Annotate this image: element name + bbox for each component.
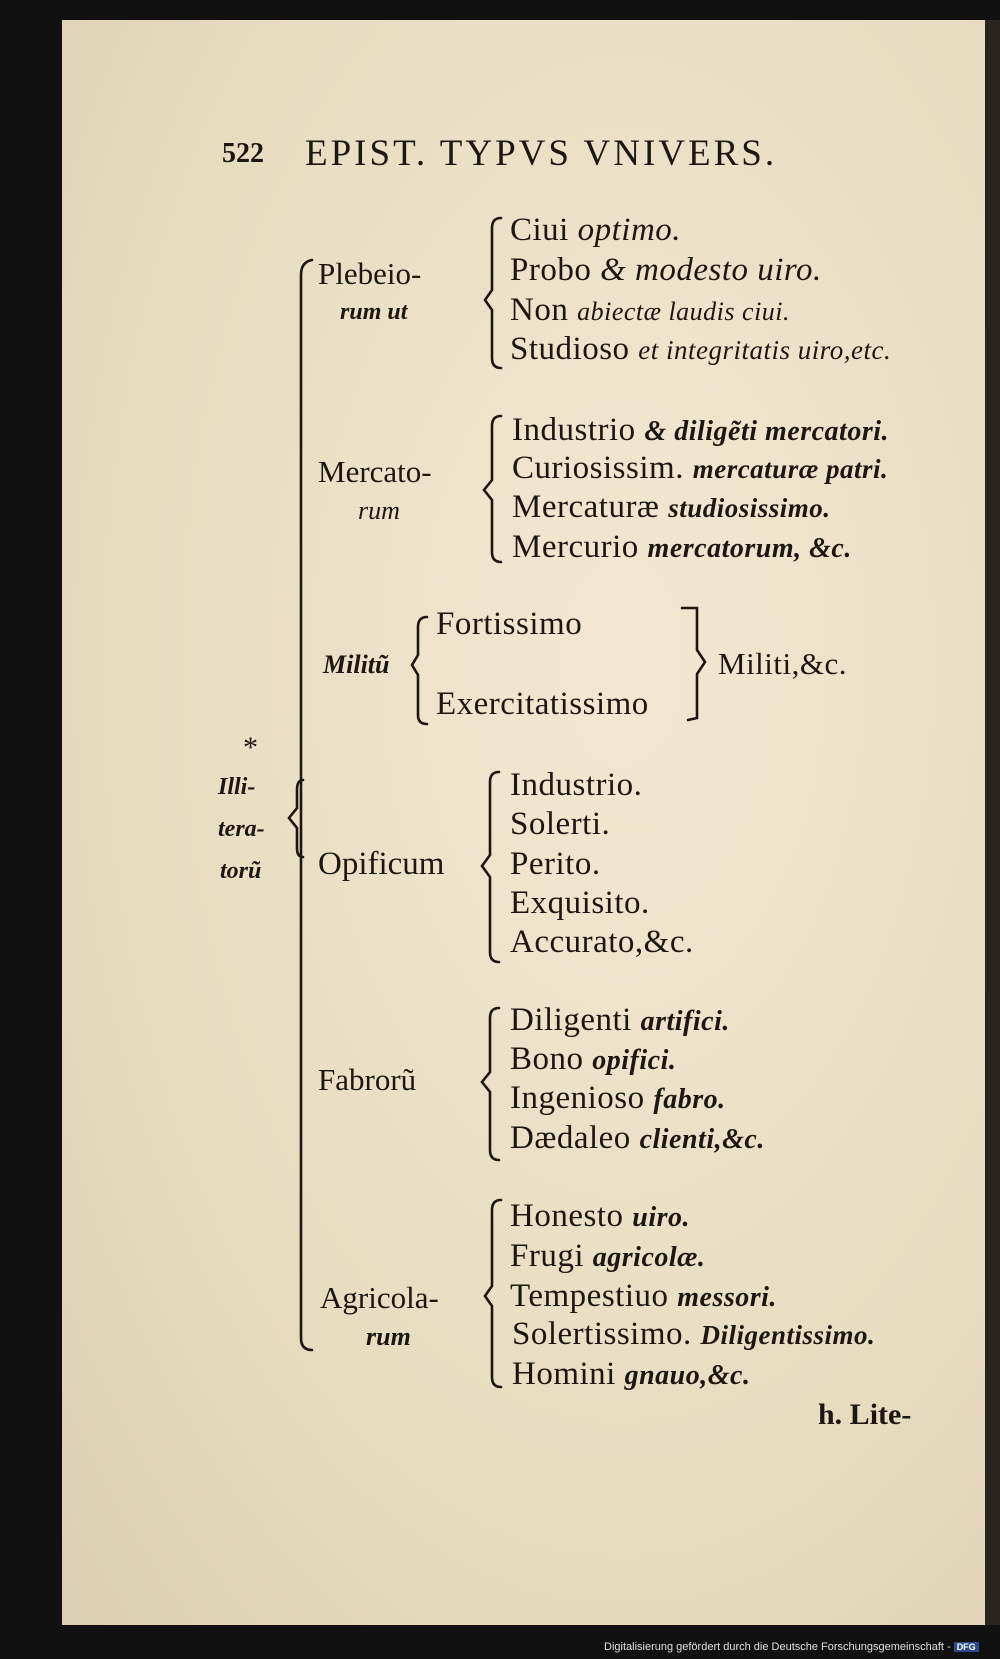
list-item xyxy=(510,333,891,366)
page-edge xyxy=(985,20,1000,1625)
list-item-text: Bono xyxy=(510,1041,593,1077)
list-item xyxy=(512,414,889,447)
list-item xyxy=(510,1043,676,1076)
list-item-text: Ciui xyxy=(510,212,578,248)
list-item: Industrio. xyxy=(510,767,643,803)
list-item-text: & diligẽti mercatori. xyxy=(644,416,890,447)
list-item-text: Studioso xyxy=(510,331,639,367)
category-mercatorum: Mercato- xyxy=(318,454,432,489)
list-item-text: Probo xyxy=(510,252,601,288)
militum-result: Militi,&c. xyxy=(718,646,847,681)
list-item-text: Mercaturæ xyxy=(512,489,669,525)
list-item-text: Dædaleo xyxy=(510,1120,640,1156)
list-item-text: Solertissimo. xyxy=(512,1316,701,1352)
digitization-footer xyxy=(604,1641,979,1653)
list-item-text: Tempestiuo xyxy=(510,1278,678,1314)
list-item-text: Diligentissimo. xyxy=(700,1320,876,1350)
list-item xyxy=(510,1122,765,1155)
list-item-text: abiectæ laudis ciui. xyxy=(577,297,791,326)
list-item-text: opifici. xyxy=(592,1045,677,1076)
category-opificum: Opificum xyxy=(318,846,445,882)
list-item-text: Mercurio xyxy=(512,529,648,565)
list-item-text: Homini xyxy=(512,1356,625,1392)
running-title: EPIST. TYPVS VNIVERS. xyxy=(305,133,778,174)
catchword: h. Lite- xyxy=(818,1398,912,1431)
list-item xyxy=(510,1004,730,1037)
category-mercatorum-line2: rum xyxy=(358,496,400,525)
footer-text: Digitalisierung gefördert durch die Deutsche Forschungsgemeinschaft - xyxy=(604,1641,951,1653)
list-item: Exercitatissimo xyxy=(436,686,649,722)
list-item-text: & modesto uiro. xyxy=(600,252,822,288)
dfg-logo: DFG xyxy=(954,1642,979,1652)
list-item: Fortissimo xyxy=(436,606,583,642)
list-item-text: et integritatis uiro,etc. xyxy=(638,335,892,365)
list-item: Exquisito. xyxy=(510,885,650,921)
side-label-line1: Illi- xyxy=(218,774,256,800)
list-item-text: studiosissimo. xyxy=(668,493,831,523)
list-item xyxy=(512,452,888,485)
list-item xyxy=(510,1240,705,1273)
list-item-text: optimo. xyxy=(577,212,682,248)
list-item: Solerti. xyxy=(510,806,611,842)
asterisk: * xyxy=(243,731,258,764)
category-militum: Militũ xyxy=(323,650,390,679)
list-item-text: mercaturæ patri. xyxy=(692,454,889,484)
list-item-text: Industrio xyxy=(512,412,645,448)
category-agricolarum-line2: rum xyxy=(366,1322,411,1351)
list-item-text: messori. xyxy=(677,1282,777,1313)
list-item xyxy=(510,1082,726,1115)
list-item xyxy=(510,214,681,247)
category-plebeiorum-line2: rum ut xyxy=(340,299,408,325)
list-item xyxy=(512,491,831,524)
list-item-text: Ingenioso xyxy=(510,1080,654,1116)
list-item xyxy=(510,254,822,287)
category-agricolarum: Agricola- xyxy=(320,1280,439,1315)
side-label-line3: torũ xyxy=(220,858,262,884)
category-fabrorum: Fabrorũ xyxy=(318,1062,417,1097)
list-item-text: Diligenti xyxy=(510,1002,641,1038)
list-item xyxy=(510,294,790,327)
list-item-text: Honesto xyxy=(510,1198,633,1234)
list-item xyxy=(512,531,852,564)
list-item xyxy=(510,1200,690,1233)
list-item-text: uiro. xyxy=(632,1202,690,1233)
list-item-text: clienti,&c. xyxy=(639,1124,765,1155)
side-label-line2: tera- xyxy=(218,816,265,842)
list-item: Perito. xyxy=(510,846,601,882)
list-item-text: agricolæ. xyxy=(592,1242,706,1273)
page-number: 522 xyxy=(222,138,264,169)
list-item xyxy=(512,1358,750,1391)
list-item-text: gnauo,&c. xyxy=(624,1360,751,1391)
list-item-text: Frugi xyxy=(510,1238,593,1274)
list-item-text: Non xyxy=(510,292,578,328)
list-item-text: fabro. xyxy=(653,1084,726,1115)
category-plebeiorum: Plebeio- xyxy=(318,256,422,291)
list-item xyxy=(510,1280,777,1313)
list-item xyxy=(512,1318,875,1351)
list-item: Accurato,&c. xyxy=(510,924,694,960)
list-item-text: Curiosissim. xyxy=(512,450,693,486)
list-item-text: artifici. xyxy=(640,1006,730,1037)
list-item-text: mercatorum, &c. xyxy=(647,533,852,564)
